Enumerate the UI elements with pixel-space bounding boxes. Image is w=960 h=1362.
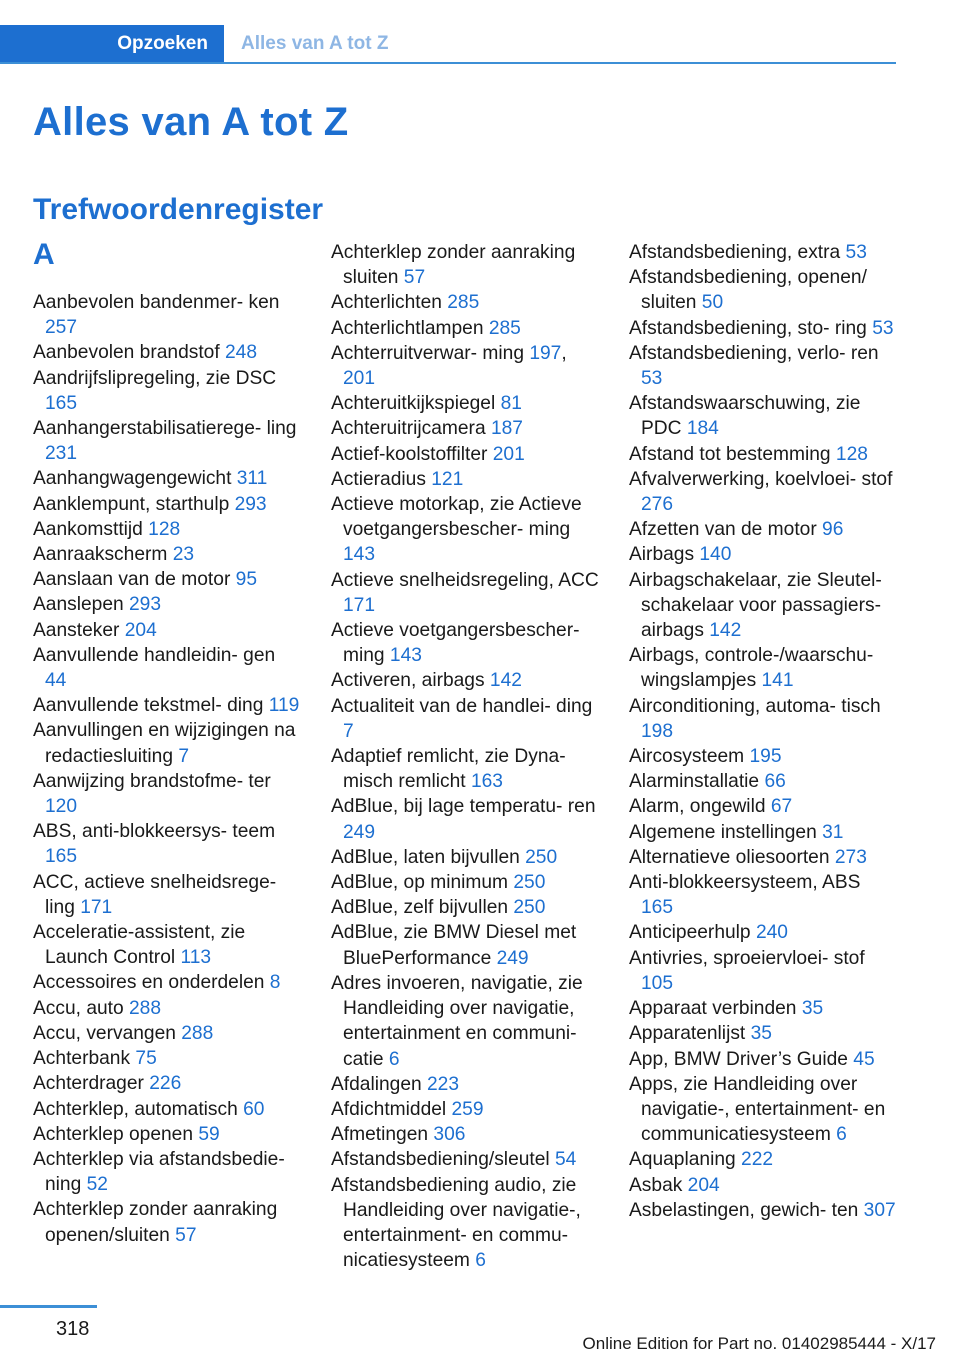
page-link[interactable]: 81 <box>500 393 522 415</box>
index-term: Afzetten van de motor <box>629 519 823 541</box>
index-entry <box>629 845 897 870</box>
index-entry <box>629 870 897 920</box>
index-term: Anticipeerhulp <box>629 922 756 944</box>
page-link[interactable]: 171 <box>80 896 113 918</box>
page-link[interactable]: 140 <box>699 544 732 566</box>
index-entry <box>33 1021 301 1046</box>
index-entry <box>33 567 301 592</box>
index-entry <box>331 416 599 441</box>
page-link[interactable]: 113 <box>180 947 212 969</box>
index-term: AdBlue, zelf bijvullen <box>331 897 514 919</box>
page-link[interactable]: 120 <box>45 796 78 818</box>
index-term: Achteruitkijkspiegel <box>331 393 501 415</box>
page-link[interactable]: 259 <box>451 1098 484 1120</box>
index-term: Achteruitrijcamera <box>331 418 491 440</box>
page-link[interactable]: 248 <box>225 342 258 364</box>
page-link[interactable]: 53 <box>845 242 867 263</box>
index-entry <box>331 920 599 970</box>
page-link[interactable]: 50 <box>701 292 724 314</box>
page-link[interactable]: 165 <box>45 846 78 868</box>
index-term: Apparaat verbinden <box>629 998 802 1020</box>
index-entry <box>629 517 897 542</box>
page-link[interactable]: 54 <box>555 1149 577 1171</box>
index-term: Aanslaan van de motor <box>33 569 236 591</box>
page-link[interactable]: 288 <box>181 1022 214 1044</box>
page-link[interactable]: 59 <box>198 1123 220 1145</box>
page-link[interactable]: 249 <box>343 821 376 843</box>
index-column-1 <box>33 290 301 1248</box>
index-term: Afstandsbediening audio, zie Handleiding over navigatie-, entertainment- en commu‐ nicatiesysteem <box>331 1174 581 1272</box>
index-term: Aanvullende tekstmel‐ ding <box>33 695 269 717</box>
page-link[interactable]: 6 <box>836 1124 847 1146</box>
index-term: Aanslepen <box>33 594 130 616</box>
index-entry <box>331 1072 599 1097</box>
index-term: Aanvullende handleidin‐ gen <box>33 644 276 666</box>
index-entry <box>629 1072 897 1148</box>
index-entry <box>33 870 301 920</box>
index-term: Alarm, ongewild <box>629 796 771 818</box>
section-heading: Trefwoordenregister <box>33 193 324 226</box>
index-entry <box>629 568 897 644</box>
index-entry <box>331 492 599 568</box>
index-term: Aankomsttijd <box>33 518 149 540</box>
index-term: Actieradius <box>331 468 432 490</box>
index-term: Aanwijzing brandstofme‐ ter <box>33 770 271 792</box>
page-link[interactable]: 249 <box>496 947 529 969</box>
index-term: Actieve snelheidsregeling, ACC <box>331 569 599 591</box>
index-entry <box>331 971 599 1072</box>
index-term: Afvalverwerking, koelvloei‐ stof <box>629 468 893 490</box>
index-entry <box>33 996 301 1021</box>
edition-note: Online Edition for Part no. 01402985444 - X/17 <box>582 1334 936 1353</box>
page-link[interactable]: 250 <box>513 897 546 919</box>
index-entry <box>629 341 897 391</box>
index-entry <box>629 694 897 744</box>
page-link[interactable]: 184 <box>686 418 719 440</box>
page-link[interactable]: 222 <box>741 1149 774 1171</box>
index-entry <box>33 970 301 995</box>
index-term: Algemene instellingen <box>629 821 823 843</box>
index-entry <box>33 1071 301 1096</box>
index-term: Afstandsbediening/sleutel <box>331 1149 556 1171</box>
index-entry <box>629 794 897 819</box>
index-term: Aanhangerstabilisatierege‐ ling <box>33 418 297 440</box>
index-term: Achterruitverwar‐ ming <box>331 342 530 364</box>
page-link[interactable]: 95 <box>235 569 258 591</box>
page-link[interactable]: 105 <box>641 972 674 994</box>
index-term: Airbags, controle-/waarschu‐ wingslampjes <box>629 645 874 692</box>
page-link[interactable]: 128 <box>835 443 868 465</box>
page-link[interactable]: 60 <box>243 1098 265 1120</box>
index-term: Achterbank <box>33 1048 136 1070</box>
page-link[interactable]: 204 <box>687 1174 720 1196</box>
index-entry <box>331 568 599 618</box>
index-term: Afmetingen <box>331 1124 434 1146</box>
page-link[interactable]: 66 <box>764 771 786 793</box>
page-link[interactable]: 198 <box>641 720 674 742</box>
page-link[interactable]: 307 <box>863 1199 896 1221</box>
page-link[interactable]: 250 <box>525 846 558 868</box>
page-link[interactable]: 257 <box>45 317 78 339</box>
header-rule <box>0 62 896 64</box>
index-term: Achterklep zonder aanraking openen/sluiten <box>33 1199 278 1246</box>
index-entry <box>33 1197 301 1247</box>
index-term: Afdalingen <box>331 1073 428 1095</box>
page-link[interactable]: 187 <box>490 418 523 440</box>
footer-rule <box>0 1305 97 1308</box>
index-entry <box>331 668 599 693</box>
index-term: Aandrijfslipregeling, zie DSC <box>33 367 277 389</box>
page-link[interactable]: 250 <box>513 872 546 894</box>
page-link[interactable]: 226 <box>149 1073 182 1095</box>
index-entry <box>331 870 599 895</box>
page-link[interactable]: 165 <box>641 897 674 919</box>
tab-alles-van-a-tot-z[interactable]: Alles van A tot Z <box>241 33 389 54</box>
index-entry <box>33 492 301 517</box>
index-term: Airconditioning, automa‐ tisch <box>629 695 881 717</box>
index-entry <box>331 1122 599 1147</box>
index-term: Aanbevolen bandenmer‐ ken <box>33 292 280 313</box>
page-link[interactable]: 141 <box>761 670 794 692</box>
page-link[interactable]: 75 <box>135 1048 157 1070</box>
page-link[interactable]: 142 <box>489 670 522 692</box>
index-term: Achterklep openen <box>33 1123 199 1145</box>
tab-opzoeken[interactable]: Opzoeken <box>0 25 224 62</box>
index-entry <box>629 265 897 315</box>
index-term: AdBlue, bij lage temperatu‐ ren <box>331 796 596 818</box>
page-link[interactable]: 143 <box>343 544 376 566</box>
index-entry <box>33 592 301 617</box>
index-term: Actieve voetgangersbescher‐ ming <box>331 620 580 667</box>
page-number: 318 <box>56 1318 90 1340</box>
index-entry <box>629 391 897 441</box>
index-term: Actualiteit van de handlei‐ ding <box>331 695 593 717</box>
page-link[interactable]: 293 <box>234 493 267 515</box>
page-link[interactable]: 44 <box>45 670 67 692</box>
index-entry <box>33 643 301 693</box>
page-link[interactable]: 119 <box>268 695 300 717</box>
index-term: Afstandsbediening, extra <box>629 242 846 263</box>
page-link[interactable]: 6 <box>475 1250 486 1272</box>
page-link[interactable]: 204 <box>124 619 157 641</box>
page-link[interactable]: 6 <box>388 1048 400 1070</box>
page-link[interactable]: 35 <box>801 998 824 1020</box>
page-link[interactable]: 306 <box>433 1124 466 1146</box>
page-link[interactable]: 201 <box>492 443 525 465</box>
page-link[interactable]: 52 <box>86 1174 108 1196</box>
index-entry <box>331 1097 599 1122</box>
page-title: Alles van A tot Z <box>33 100 349 144</box>
page-link[interactable]: 197 <box>529 342 562 364</box>
index-entry <box>331 618 599 668</box>
index-entry <box>331 744 599 794</box>
index-term: App, BMW Driver’s Guide <box>629 1048 854 1070</box>
page-link[interactable]: 285 <box>488 317 521 339</box>
index-term: Afstandsbediening, openen/ sluiten <box>629 267 867 314</box>
index-entry <box>629 1173 897 1198</box>
page-link[interactable]: 276 <box>641 494 674 516</box>
index-entry <box>629 996 897 1021</box>
page-link[interactable]: 96 <box>822 519 844 541</box>
index-entry <box>331 467 599 492</box>
index-entry <box>331 794 599 844</box>
page-link[interactable]: 128 <box>148 518 181 540</box>
page-link[interactable]: 223 <box>427 1073 460 1095</box>
index-entry: Achterruitverwar‐ ming 197, 201 <box>331 342 567 390</box>
index-entry <box>629 316 897 341</box>
index-entry <box>331 845 599 870</box>
index-term: Accessoires en onderdelen <box>33 972 270 994</box>
index-term: Adres invoeren, navigatie, zie Handleiding over navigatie, entertainment en communi‐ catie <box>331 972 583 1070</box>
index-entry <box>331 442 599 467</box>
page-link[interactable]: 7 <box>343 720 354 742</box>
index-entry <box>33 819 301 869</box>
index-entry <box>629 920 897 945</box>
index-column-2 <box>331 240 599 1273</box>
index-entry <box>629 1198 897 1223</box>
index-term: Achterklep, automatisch <box>33 1098 244 1120</box>
page-link[interactable]: 285 <box>447 292 480 314</box>
page-link[interactable]: 311 <box>236 468 268 490</box>
index-term: Alternatieve oliesoorten <box>629 846 835 868</box>
index-entry <box>33 466 301 491</box>
index-term: Aanbevolen brandstof <box>33 342 226 364</box>
index-entry <box>33 1147 301 1197</box>
index-entry <box>331 1147 599 1172</box>
page-link[interactable]: 288 <box>129 997 162 1019</box>
index-entry <box>33 693 301 718</box>
index-term: Achterdrager <box>33 1073 150 1095</box>
page-link[interactable]: 7 <box>178 745 189 767</box>
index-term: Actieve motorkap, zie Actieve voetgangersbescher‐ ming <box>331 494 582 541</box>
index-entry <box>33 366 301 416</box>
index-term: Aanraakscherm <box>33 544 173 566</box>
index-term: AdBlue, laten bijvullen <box>331 846 526 868</box>
page-link[interactable]: 293 <box>129 594 162 616</box>
index-term: Afstand tot bestemming <box>629 443 836 465</box>
index-term: AdBlue, op minimum <box>331 872 514 894</box>
index-term: Alarminstallatie <box>629 771 765 793</box>
page-link[interactable]: 171 <box>343 594 376 616</box>
index-column-3 <box>629 240 897 1223</box>
index-entry <box>629 820 897 845</box>
index-entry <box>331 1173 599 1274</box>
page-link[interactable]: 31 <box>822 821 844 843</box>
index-term: Actief-koolstoffilter <box>331 443 493 465</box>
page-link[interactable]: 163 <box>470 771 503 793</box>
index-entry <box>33 618 301 643</box>
index-entry <box>33 1097 301 1122</box>
index-entry <box>629 467 897 517</box>
page-link[interactable]: 45 <box>853 1048 875 1070</box>
index-term: Airbags <box>629 544 700 566</box>
page-link[interactable]: 201 <box>343 368 376 390</box>
index-entry <box>33 718 301 768</box>
index-term: Airbagschakelaar, zie Sleutel‐ schakelaar voor passagiers‐ airbags <box>629 569 882 642</box>
index-term: Aanklempunt, starthulp <box>33 493 235 515</box>
index-entry <box>33 769 301 819</box>
index-term: Aquaplaning <box>629 1149 742 1171</box>
index-entry <box>33 1122 301 1147</box>
page-link[interactable]: 57 <box>175 1224 197 1246</box>
index-entry <box>629 542 897 567</box>
index-entry <box>33 290 301 340</box>
index-entry <box>629 1021 897 1046</box>
index-entry <box>331 290 599 315</box>
index-entry <box>33 542 301 567</box>
index-entry <box>33 416 301 466</box>
index-entry <box>33 1046 301 1071</box>
index-term: ABS, anti-blokkeersys‐ teem <box>33 821 276 843</box>
index-entry <box>629 442 897 467</box>
index-term: Aansteker <box>33 619 125 641</box>
page-link[interactable]: 67 <box>770 796 793 818</box>
index-term: Achterklep via afstandsbedie‐ ning <box>33 1148 285 1196</box>
index-term: Apps, zie Handleiding over navigatie-, entertainment- en communicatiesysteem <box>629 1073 886 1146</box>
page-link[interactable]: 273 <box>834 846 867 868</box>
index-entry <box>331 316 599 341</box>
page-link[interactable]: 53 <box>872 317 894 339</box>
index-letter: A <box>33 238 55 271</box>
index-entry <box>629 769 897 794</box>
index-term: Aanhangwagengewicht <box>33 468 237 490</box>
page-link[interactable]: 23 <box>172 544 195 566</box>
index-term: Afstandsbediening, sto‐ ring <box>629 317 873 339</box>
page-link[interactable]: 195 <box>749 746 782 768</box>
index-term: Apparatenlijst <box>629 1023 751 1045</box>
page-link[interactable]: 231 <box>45 443 78 465</box>
index-entry <box>629 946 897 996</box>
page-link[interactable]: 8 <box>269 972 281 994</box>
index-term: Aircosysteem <box>629 746 750 768</box>
index-entry <box>331 240 599 290</box>
index-term: ACC, actieve snelheidsrege‐ ling <box>33 871 277 918</box>
page-link[interactable]: 35 <box>750 1023 772 1045</box>
index-term: Asbak <box>629 1174 688 1196</box>
page-link[interactable]: 57 <box>403 267 426 289</box>
index-term: Antivries, sproeiervloei‐ stof <box>629 947 865 969</box>
page-link[interactable]: 165 <box>45 392 78 414</box>
page-link[interactable]: 53 <box>641 368 663 390</box>
index-entry <box>629 1047 897 1072</box>
index-term: Anti-blokkeersysteem, ABS <box>629 872 861 894</box>
index-term: Achterlichten <box>331 292 448 314</box>
page-link[interactable]: 142 <box>709 620 742 642</box>
index-entry <box>629 1147 897 1172</box>
index-term: Adaptief remlicht, zie Dyna‐ misch remlicht <box>331 746 566 793</box>
index-term: Afstandsbediening, verlo‐ ren <box>629 342 879 364</box>
index-term: Afstandswaarschuwing, zie PDC <box>629 393 861 440</box>
index-term: Activeren, airbags <box>331 670 490 692</box>
index-term: Achterlichtlampen <box>331 317 489 339</box>
index-entry <box>331 694 599 744</box>
page-link[interactable]: 143 <box>389 645 422 667</box>
index-term: Accu, vervangen <box>33 1022 182 1044</box>
index-term: Afdichtmiddel <box>331 1098 452 1120</box>
index-entry <box>33 920 301 970</box>
index-term: Achterklep zonder aanraking sluiten <box>331 242 576 289</box>
index-entry <box>331 391 599 416</box>
index-entry <box>33 340 301 365</box>
index-entry <box>629 643 897 693</box>
index-entry <box>629 744 897 769</box>
index-term: AdBlue, zie BMW Diesel met BluePerformance <box>331 922 577 969</box>
index-entry <box>629 240 897 265</box>
page-link[interactable]: 240 <box>755 922 788 944</box>
index-entry <box>331 895 599 920</box>
page-link[interactable]: 121 <box>431 468 464 490</box>
index-term: Asbelastingen, gewich‐ ten <box>629 1199 864 1221</box>
index-entry <box>33 517 301 542</box>
index-term: Accu, auto <box>33 997 129 1019</box>
index-term: Acceleratie-assistent, zie Launch Control <box>33 922 246 969</box>
index-term: Aanvullingen en wijzigingen na redactiesluiting <box>33 720 296 767</box>
